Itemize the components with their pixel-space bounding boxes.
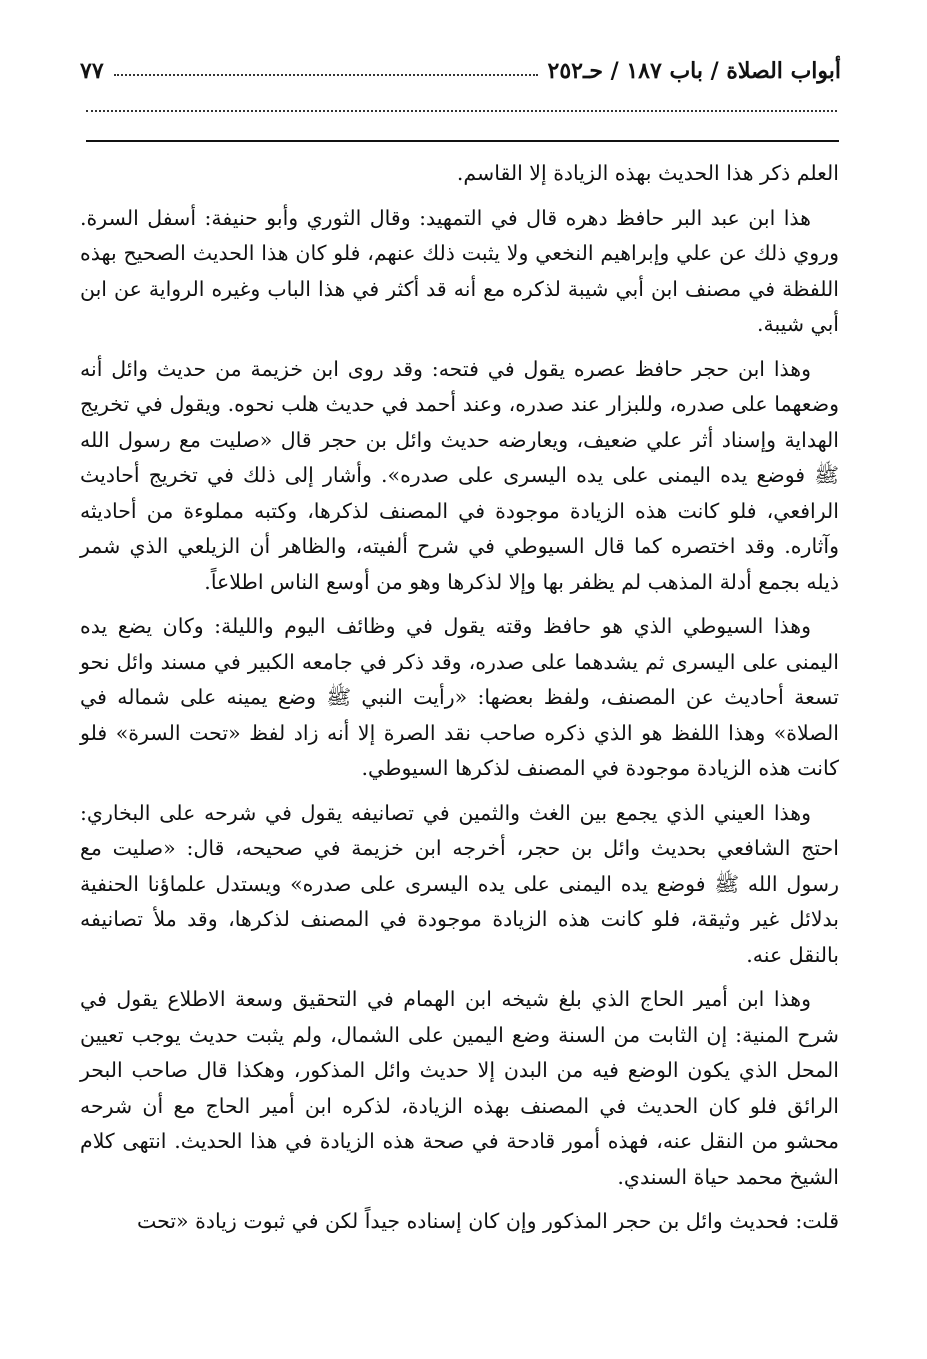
- paragraph: قلت: فحديث وائل بن حجر المذكور وإن كان إسناده جيداً لكن في ثبوت زيادة «تحت: [136, 1209, 839, 1233]
- header-rule: [86, 140, 839, 142]
- paragraph: العلم ذكر هذا الحديث بهذه الزيادة إلا القاسم.: [456, 161, 839, 185]
- paragraph: وهذا العيني الذي يجمع بين الغث والثمين في تصانيفه يقول في شرحه على البخاري: احتج الشافعي بحديث وائل بن حجر، أخرجه ابن خزيمة في صحيحه، قال: «صليت مع رسول الله ﷺ فوضع يده اليمنى على يده اليسرى على صدره» ويستدل علماؤنا الحنفية بدلائل غير وثيقة، فلو كانت هذه الزيادة موجودة في المصنف لذكرها، وقد ملأ تصانيفه بالنقل عنه.: [80, 800, 839, 967]
- paragraph: وهذا ابن أمير الحاج الذي بلغ شيخه ابن الهمام في التحقيق وسعة الاطلاع يقول في شرح المنية: إن الثابت من السنة وضع اليمين على الشمال، ولم يثبت حديث يوجب تعيين المحل الذي يكون الوضع فيه من البدن إلا حديث وائل المذكور، وهكذا قال صاحب البحر الرائق فلو كان الحديث في المصنف بهذه الزيادة، لذكره ابن أمير الحاج مع أن شرحه محشو من النقل عنه، فهذه أمور قادحة في صحة هذه الزيادة في هذا الحديث. انتهى كلام الشيخ محمد حياة السندي.: [80, 987, 839, 1189]
- paragraph: هذا ابن عبد البر حافظ دهره قال في التمهيد: وقال الثوري وأبو حنيفة: أسفل السرة. وروي ذلك عن علي وإبراهيم النخعي ولا يثبت ذلك عنهم، فلو كان هذا الحديث الصحيح بهذه اللفظة في مصنف ابن أبي شيبة لذكره مع أنه قد أكثر في هذا الباب وغيره الرواية عن ابن أبي شيبة.: [80, 205, 839, 336]
- page-header: [80, 44, 841, 84]
- paragraph: وهذا ابن حجر حافظ عصره يقول في فتحه: وقد روى ابن خزيمة من حديث وائل أنه وضعهما على صدره، وللبزار عند صدره، وعند أحمد في حديث هلب نحوه. ويقول في تخريج الهداية وإسناد أثر علي ضعيف، ويعارضه حديث وائل بن حجر قال «صليت مع رسول الله ﷺ فوضع يده اليمنى على يده اليسرى على صدره». وأشار إلى ذلك في تخريج أحاديث الرافعي، فلو كانت هذه الزيادة موجودة في المصنف لذكرها، وكتبه مملوءة من أحاديثه وآثاره. وقد اختصره كما قال السيوطي في شرح ألفيته، والظاهر أن الزيلعي الذي شمر ذيله بجمع أدلة المذهب لم يظفر بها وإلا لذكرها وهو من أوسع الناس اطلاعاً.: [80, 356, 839, 594]
- header-dotted-line: [86, 110, 837, 112]
- page-number: ٧٧: [80, 58, 104, 84]
- body-text: [80, 156, 839, 1249]
- header-leader-dots: [114, 74, 538, 76]
- paragraph: وهذا السيوطي الذي هو حافظ وقته يقول في وظائف اليوم والليلة: وكان يضع يده اليمنى على اليسرى ثم يشدهما على صدره، وقد ذكر في جامعه الكبير في مسند وائل نحو تسعة أحاديث عن المصنف، ولفظ بعضها: «رأيت النبي ﷺ وضع يمينه على شماله في الصلاة» وهذا اللفظ هو الذي ذكره صاحب نقد الصرة إلا أنه زاد لفظ «تحت السرة» فلو كانت هذه الزيادة موجودة في المصنف لذكرها السيوطي.: [80, 614, 839, 780]
- running-title: أبواب الصلاة / باب ١٨٧ / حـ٢٥٢: [547, 58, 841, 84]
